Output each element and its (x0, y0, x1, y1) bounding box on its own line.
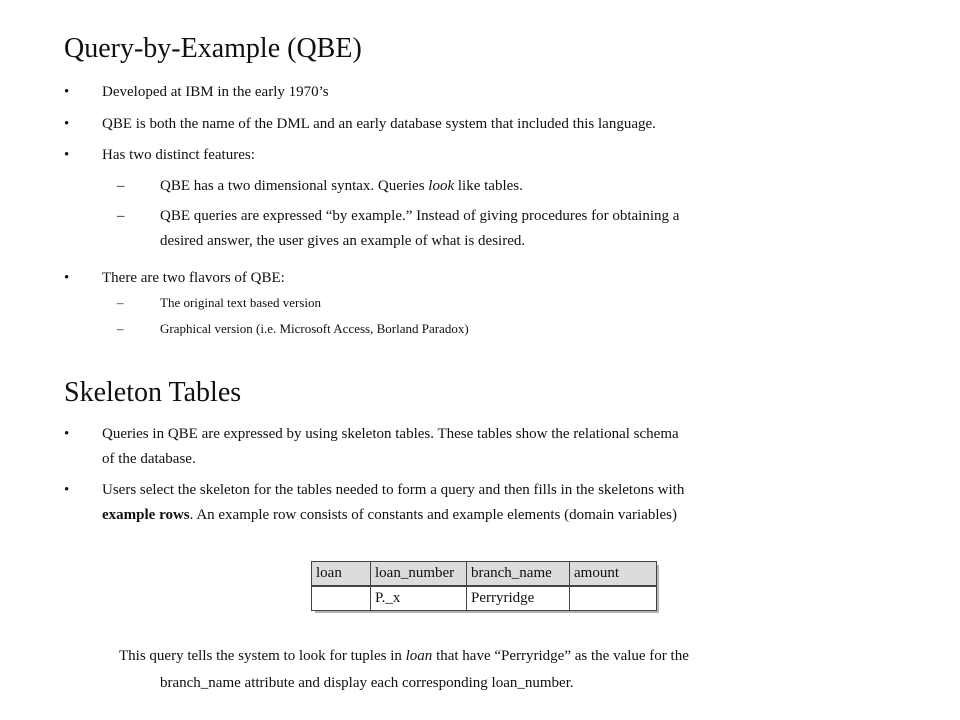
table-cell: P._x (371, 586, 467, 611)
sub-bullet-continuation: desired answer, the user gives an example of what is desired. (160, 233, 526, 249)
sub-bullet-text: Graphical version (i.e. Microsoft Access, Borland Paradox) (160, 321, 469, 336)
table-cell (312, 586, 371, 611)
table-row (312, 586, 657, 611)
bullet-text: Queries in QBE are expressed by using skeleton tables. These tables show the relational schema (102, 426, 679, 442)
sub-bullet-text: QBE queries are expressed “by example.” Instead of giving procedures for obtaining a (160, 208, 680, 224)
dash-marker: – (117, 208, 125, 224)
bullet-text: Developed at IBM in the early 1970’s (102, 84, 329, 100)
table-header-cell: amount (570, 562, 657, 587)
table-cell: Perryridge (467, 586, 570, 611)
bullet-text: Users select the skeleton for the tables needed to form a query and then fills in the skeletons with (102, 482, 685, 498)
bullet-continuation: of the database. (102, 451, 196, 467)
query-explanation: This query tells the system to look for tuples in loan that have “Perryridge” as the value for the (119, 648, 689, 664)
table-header-cell: loan (312, 562, 371, 587)
dash-marker: – (117, 295, 124, 310)
skeleton-table (311, 561, 657, 611)
bold-term: example rows (102, 507, 190, 523)
bullet-marker: • (64, 270, 70, 286)
bullet-marker: • (64, 147, 70, 163)
page-title: Query-by-Example (QBE) (64, 33, 362, 64)
bullet-text: Has two distinct features: (102, 147, 255, 163)
sub-bullet-text: QBE has a two dimensional syntax. Queries look like tables. (160, 178, 523, 194)
bullet-marker: • (64, 116, 70, 132)
query-explanation-continuation: branch_name attribute and display each corresponding loan_number. (160, 675, 574, 691)
table-cell (570, 586, 657, 611)
bullet-text: There are two flavors of QBE: (102, 270, 285, 286)
dash-marker: – (117, 321, 124, 336)
table-header-cell: loan_number (371, 562, 467, 587)
bullet-marker: • (64, 84, 70, 100)
section-title: Skeleton Tables (64, 377, 242, 408)
bullet-marker: • (64, 482, 70, 498)
bullet-text: QBE is both the name of the DML and an early database system that included this language. (102, 116, 656, 132)
bullet-marker: • (64, 426, 70, 442)
table-header-cell: branch_name (467, 562, 570, 587)
dash-marker: – (117, 178, 125, 194)
table-header-row (312, 562, 657, 587)
bullet-continuation: example rows. An example row consists of constants and example elements (domain variables) (102, 507, 678, 523)
sub-bullet-text: The original text based version (160, 295, 322, 310)
